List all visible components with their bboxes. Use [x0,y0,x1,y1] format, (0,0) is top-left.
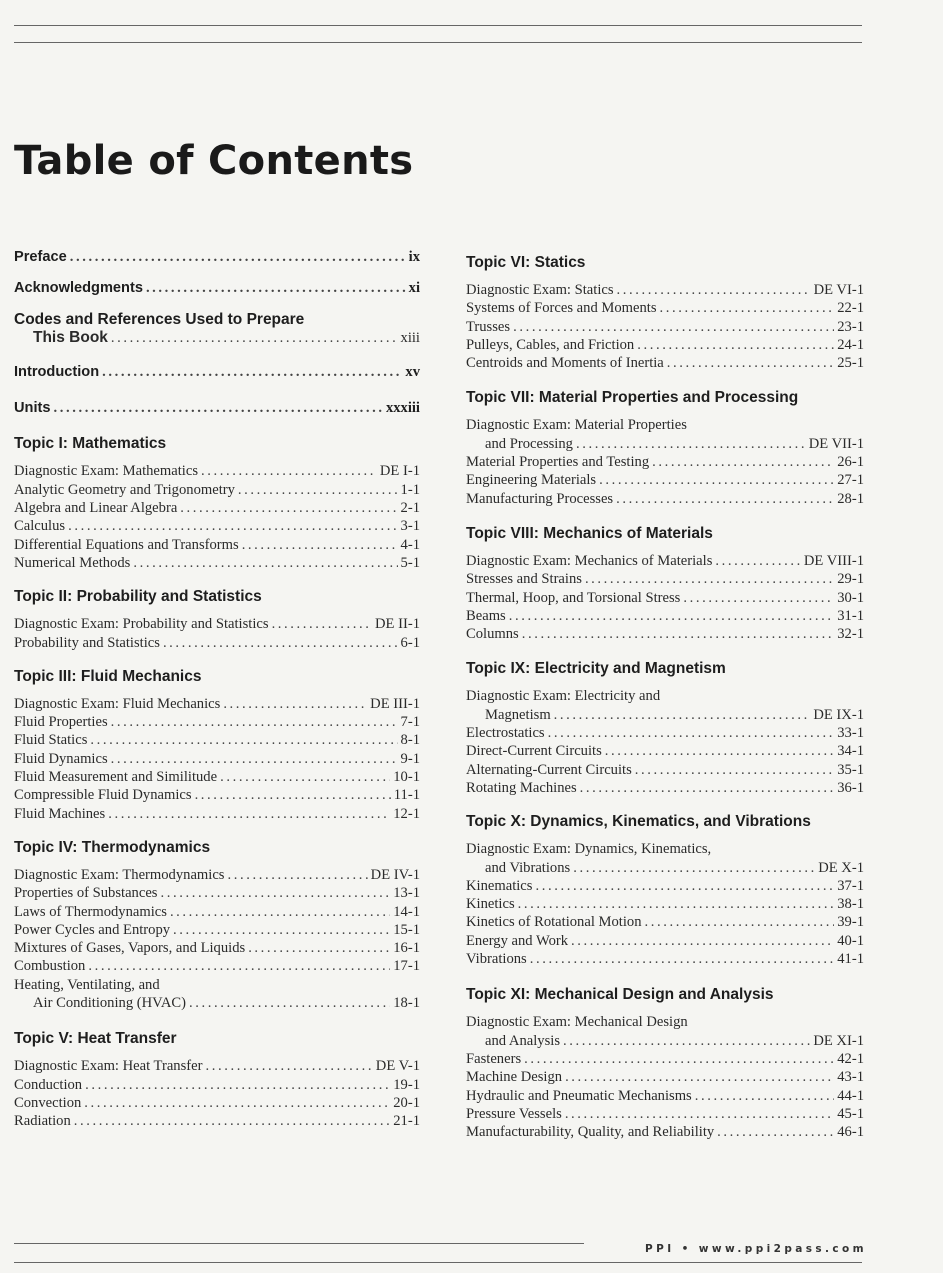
toc-entry-page: 24-1 [837,336,864,353]
toc-entry[interactable] [14,805,420,823]
toc-entry-page: 5-1 [400,554,420,571]
toc-entry-title: and Vibrations [485,859,571,876]
toc-entry[interactable] [14,695,420,713]
toc-topic-section [14,668,420,823]
toc-entry[interactable] [14,903,420,921]
toc-leader-dots [227,866,367,884]
toc-entry[interactable] [466,1087,864,1105]
toc-left-column [14,248,420,1131]
toc-topic-heading[interactable]: Topic V: Heat Transfer [14,1030,177,1048]
toc-entry[interactable] [466,490,864,508]
toc-entry[interactable] [466,471,864,489]
toc-leader-dots [695,1087,834,1105]
toc-entry[interactable] [14,731,420,749]
toc-entry-title: Numerical Methods [14,554,131,571]
toc-entry-title: Compressible Fluid Dynamics [14,787,192,804]
toc-left-topics [14,435,420,1130]
toc-leader-dots [173,921,390,939]
toc-entry-page: DE IV-1 [370,866,420,883]
toc-entry-title: Manufacturability, Quality, and Reliability [466,1124,715,1141]
toc-front-title-line1: Codes and References Used to Prepare [14,310,305,328]
toc-entry-page: 6-1 [400,634,420,651]
toc-leader-dots [717,1123,834,1141]
toc-leader-dots [111,750,398,768]
toc-entry-title: Diagnostic Exam: Mathematics [14,463,198,480]
toc-front-title-line2: This Book [33,328,108,346]
toc-entry-page: 44-1 [837,1087,864,1104]
toc-entry-title: Fasteners [466,1050,522,1067]
toc-entry-page: 20-1 [393,1094,420,1111]
toc-leader-dots [180,499,397,517]
toc-leader-dots [585,570,834,588]
toc-front-acknowledgments[interactable] [14,279,420,297]
toc-topic-heading[interactable]: Topic VII: Material Properties and Processing [466,389,799,407]
toc-leader-dots [637,336,834,354]
toc-entry-title: Convection [14,1094,82,1111]
toc-leader-dots [580,779,835,797]
toc-topic-heading[interactable]: Topic XI: Mechanical Design and Analysis [466,986,774,1004]
toc-entry-title: Direct-Current Circuits [466,743,602,760]
toc-entry[interactable] [14,1094,420,1112]
toc-leader-dots [565,1105,834,1123]
toc-leader-dots [652,453,834,471]
top-rule-1 [14,25,862,26]
toc-topic-section [14,839,420,1012]
toc-entry-page: 42-1 [837,1050,864,1067]
toc-leader-dots [220,768,390,786]
toc-leader-dots [576,435,806,453]
toc-entry-title: Fluid Statics [14,732,88,749]
toc-entry[interactable] [466,625,864,643]
toc-entry-title: Rotating Machines [466,779,577,796]
toc-topic-heading[interactable]: Topic X: Dynamics, Kinematics, and Vibrations [466,813,811,831]
toc-leader-dots [554,706,811,724]
toc-leader-dots [102,363,402,381]
toc-entry-page: 2-1 [400,500,420,517]
toc-right-column [466,254,864,1141]
toc-entry-page: 11-1 [393,787,420,804]
toc-front-preface[interactable] [14,248,420,266]
toc-leader-dots [599,471,834,489]
toc-topic-heading[interactable]: Topic IV: Thermodynamics [14,838,211,856]
toc-entry-title: Kinematics [466,877,533,894]
toc-entry-title: Hydraulic and Pneumatic Mechanisms [466,1087,692,1104]
toc-entry-title: Properties of Substances [14,885,158,902]
toc-front-title: Preface [14,249,67,265]
toc-entry[interactable] [466,1032,864,1050]
toc-entry-page: 46-1 [837,1124,864,1141]
toc-entry-title: Diagnostic Exam: Fluid Mechanics [14,695,221,712]
toc-entry-title-line1[interactable]: Diagnostic Exam: Mechanical Design [466,1014,688,1031]
toc-entry-title: Columns [466,626,519,643]
toc-entry-page: 32-1 [837,626,864,643]
toc-entry[interactable] [466,932,864,950]
toc-entry[interactable] [466,1050,864,1068]
toc-entry-page: 38-1 [837,896,864,913]
toc-entry[interactable] [466,336,864,354]
toc-entry-title: Pulleys, Cables, and Friction [466,336,635,353]
toc-entry-page: DE VII-1 [808,435,864,452]
toc-entry-page: 17-1 [393,958,420,975]
toc-leader-dots [248,939,390,957]
toc-leader-dots [53,399,382,417]
toc-entry[interactable] [466,299,864,317]
toc-entry-page: DE III-1 [370,695,420,712]
toc-leader-dots [111,713,398,731]
toc-entry-title: Beams [466,607,506,624]
toc-entry[interactable] [14,499,420,517]
toc-front-title: Units [14,400,51,417]
toc-entry[interactable] [14,1057,420,1075]
toc-entry[interactable] [14,921,420,939]
toc-entry-title-line1[interactable]: Diagnostic Exam: Material Properties [466,417,687,434]
toc-entry-page: 26-1 [837,454,864,471]
toc-entry-page: 15-1 [393,921,420,938]
toc-entry-page: 1-1 [400,481,420,498]
toc-entry-page: 7-1 [400,714,420,731]
toc-leader-dots [530,950,835,968]
bottom-rule-1 [14,1243,584,1244]
toc-entry-title: Kinetics of Rotational Motion [466,914,642,931]
toc-front-page: xxxiii [385,400,420,417]
footer-url[interactable]: PPI • www.ppi2pass.com [645,1243,867,1255]
toc-entry-title: Kinetics [466,896,515,913]
toc-entry-title: Calculus [14,518,66,535]
page-title: Table of Contents [14,138,414,184]
toc-entry-page: 28-1 [837,490,864,507]
toc-entry-page: DE VIII-1 [803,552,864,569]
toc-topic-heading[interactable]: Topic IX: Electricity and Magnetism [466,660,726,678]
toc-entry[interactable] [466,589,864,607]
toc-leader-dots [85,1076,390,1094]
toc-entry-page: 30-1 [837,589,864,606]
toc-entry[interactable] [14,866,420,884]
toc-entry[interactable] [14,462,420,480]
toc-entry-title: Diagnostic Exam: Thermodynamics [14,866,225,883]
toc-leader-dots [242,536,398,554]
toc-front-page: xiii [400,329,420,346]
toc-entry-page: 40-1 [837,932,864,949]
toc-front-title-line2-row [14,329,420,347]
toc-entry[interactable] [466,453,864,471]
toc-entry[interactable] [14,517,420,535]
toc-topic-section [466,660,864,797]
toc-entry-page: DE IX-1 [813,706,864,723]
toc-entry-page: 27-1 [837,472,864,489]
toc-entry[interactable] [466,724,864,742]
toc-leader-dots [68,517,397,535]
toc-topic-heading[interactable]: Topic II: Probability and Statistics [14,588,262,606]
toc-leader-dots [238,481,398,499]
toc-entry-page: DE II-1 [375,616,420,633]
toc-entry-page: 34-1 [837,743,864,760]
toc-entry-page: 39-1 [837,914,864,931]
toc-leader-dots [133,554,397,572]
toc-entry-title: Systems of Forces and Moments [466,300,657,317]
toc-leader-dots [90,731,397,749]
toc-entry-page: 16-1 [393,940,420,957]
toc-leader-dots [70,248,406,266]
toc-entry[interactable] [14,768,420,786]
toc-leader-dots [201,462,377,480]
toc-front-units[interactable] [14,399,420,417]
toc-entry[interactable] [14,536,420,554]
toc-entry-page: 37-1 [837,877,864,894]
toc-leader-dots [573,859,815,877]
toc-entry-title: Laws of Thermodynamics [14,903,167,920]
toc-leader-dots [535,877,834,895]
toc-entry-title: Energy and Work [466,932,569,949]
toc-leader-dots [617,281,811,299]
toc-entry[interactable] [14,786,420,804]
toc-entry-title: Pressure Vessels [466,1105,562,1122]
toc-entry-page: 43-1 [837,1069,864,1086]
toc-entry-page: 33-1 [837,725,864,742]
toc-entry-page: 35-1 [837,761,864,778]
toc-topic-heading[interactable]: Topic VI: Statics [466,254,586,271]
toc-entry-title: Diagnostic Exam: Heat Transfer [14,1058,203,1075]
toc-entry-page: DE XI-1 [813,1032,864,1049]
toc-entry-title: Power Cycles and Entropy [14,921,171,938]
toc-entry-page: 13-1 [393,885,420,902]
toc-entry-page: 45-1 [837,1105,864,1122]
toc-entry[interactable] [14,884,420,902]
toc-topic-section [466,813,864,968]
toc-entry-title: Air Conditioning (HVAC) [33,995,186,1012]
toc-front-page: ix [408,249,420,265]
toc-entry-title: Probability and Statistics [14,634,160,651]
toc-entry-page: 31-1 [837,607,864,624]
toc-front-introduction[interactable] [14,363,420,381]
toc-entry-page: 3-1 [400,518,420,535]
toc-entry-title: Machine Design [466,1069,563,1086]
toc-entry[interactable] [466,761,864,779]
toc-leader-dots [518,895,835,913]
toc-entry[interactable] [14,554,420,572]
toc-leader-dots [667,354,834,372]
toc-entry-title: Electrostatics [466,725,545,742]
toc-leader-dots [509,607,835,625]
bottom-rule-2 [14,1262,862,1263]
toc-entry-page: DE V-1 [375,1058,420,1075]
toc-leader-dots [683,589,834,607]
toc-leader-dots [84,1094,390,1112]
toc-entry-page: 25-1 [837,355,864,372]
toc-leader-dots [223,695,367,713]
toc-entry[interactable] [466,570,864,588]
toc-entry-title: Differential Equations and Transforms [14,536,239,553]
toc-entry-page: 4-1 [400,536,420,553]
toc-entry[interactable] [466,706,864,724]
toc-leader-dots [715,552,800,570]
toc-leader-dots [565,1068,834,1086]
toc-front-page: xi [408,280,420,297]
toc-entry[interactable] [466,354,864,372]
toc-entry-title: Engineering Materials [466,472,597,489]
toc-leader-dots [605,742,834,760]
toc-entry[interactable] [466,1105,864,1123]
toc-leader-dots [524,1050,834,1068]
toc-entry-page: 21-1 [393,1113,420,1130]
toc-entry[interactable] [466,435,864,453]
toc-entry-title: Trusses [466,318,511,335]
top-rule-2 [14,42,862,43]
toc-leader-dots [189,994,390,1012]
toc-topic-section [466,254,864,372]
toc-entry-title: Thermal, Hoop, and Torsional Stress [466,589,681,606]
toc-entry-page: 23-1 [837,318,864,335]
toc-topic-section [466,525,864,643]
toc-entry[interactable] [14,481,420,499]
toc-entry[interactable] [466,913,864,931]
toc-entry-page: 36-1 [837,779,864,796]
toc-leader-dots [563,1032,810,1050]
toc-entry[interactable] [466,742,864,760]
toc-entry-title-line1[interactable]: Heating, Ventilating, and [14,976,160,993]
toc-entry-page: DE X-1 [818,859,864,876]
toc-entry-page: 19-1 [393,1076,420,1093]
toc-entry-title: Analytic Geometry and Trigonometry [14,481,235,498]
toc-leader-dots [163,634,398,652]
toc-front-title: Acknowledgments [14,280,143,297]
toc-leader-dots [616,490,834,508]
toc-right-topics [466,254,864,1141]
toc-entry-title: Algebra and Linear Algebra [14,500,178,517]
toc-entry-page: 22-1 [837,300,864,317]
toc-leader-dots [660,299,835,317]
toc-leader-dots [548,724,835,742]
toc-leader-dots [160,884,390,902]
toc-entry-title: Radiation [14,1113,71,1130]
toc-entry[interactable] [466,950,864,968]
toc-entry[interactable] [14,957,420,975]
toc-leader-dots [88,957,390,975]
toc-entry-title: Conduction [14,1076,83,1093]
toc-leader-dots [522,625,835,643]
toc-topic-section [14,435,420,572]
toc-topic-heading[interactable]: Topic VIII: Mechanics of Materials [466,524,713,542]
toc-topic-section [466,986,864,1141]
toc-entry[interactable] [14,713,420,731]
toc-entry[interactable] [466,552,864,570]
toc-topic-heading[interactable]: Topic III: Fluid Mechanics [14,667,202,685]
toc-entry-title: Manufacturing Processes [466,490,614,507]
toc-entry-title: Stresses and Strains [466,571,582,588]
toc-topic-section [466,389,864,507]
toc-entry-title: Diagnostic Exam: Statics [466,282,614,298]
toc-leader-dots [146,279,406,297]
toc-leader-dots [170,903,390,921]
toc-entry-page: 12-1 [393,805,420,822]
toc-entry-page: DE VI-1 [813,282,864,298]
toc-entry-title: Fluid Dynamics [14,750,108,767]
toc-entry[interactable] [14,634,420,652]
toc-entry-title: Vibrations [466,951,527,968]
toc-entry-page: 10-1 [393,769,420,786]
toc-entry-title: Diagnostic Exam: Mechanics of Materials [466,552,713,569]
toc-leader-dots [272,615,372,633]
toc-entry-title: Fluid Machines [14,805,106,822]
toc-leader-dots [571,932,834,950]
toc-entry-title: Mixtures of Gases, Vapors, and Liquids [14,940,246,957]
toc-entry-title: Alternating-Current Circuits [466,761,632,778]
toc-leader-dots [645,913,835,931]
toc-leader-dots [74,1112,390,1130]
toc-entry[interactable] [14,939,420,957]
toc-entry-page: DE I-1 [379,463,420,480]
toc-entry[interactable] [466,779,864,797]
toc-entry[interactable] [14,1076,420,1094]
toc-front-codes[interactable] [14,311,420,347]
toc-entry-title-line1[interactable]: Diagnostic Exam: Electricity and [466,688,661,705]
toc-entry[interactable] [466,859,864,877]
toc-entry-title: Material Properties and Testing [466,454,650,471]
toc-entry-title: Fluid Measurement and Similitude [14,769,218,786]
toc-entry-title: and Processing [485,435,573,452]
toc-entry-page: 9-1 [400,750,420,767]
toc-leader-dots [111,329,398,347]
toc-entry[interactable] [466,318,864,336]
toc-entry-title: Combustion [14,958,86,975]
toc-entry[interactable] [466,1068,864,1086]
toc-front-title: Introduction [14,363,100,380]
toc-entry[interactable] [466,1123,864,1141]
toc-entry-title: Centroids and Moments of Inertia [466,355,664,372]
toc-leader-dots [513,318,834,336]
toc-entry-title-line1[interactable]: Diagnostic Exam: Dynamics, Kinematics, [466,841,712,858]
toc-leader-dots [635,761,834,779]
toc-entry[interactable] [14,750,420,768]
toc-leader-dots [205,1057,372,1075]
toc-entry-title: Fluid Properties [14,714,108,731]
toc-entry-title: Magnetism [485,706,551,723]
toc-entry-page: 14-1 [393,903,420,920]
toc-entry-page: 41-1 [837,951,864,968]
toc-topic-heading[interactable]: Topic I: Mathematics [14,435,167,453]
toc-topic-section [14,588,420,652]
toc-entry-page: 29-1 [837,571,864,588]
toc-leader-dots [195,786,391,804]
toc-entry[interactable] [14,994,420,1012]
toc-entry[interactable] [466,895,864,913]
toc-entry-title: Diagnostic Exam: Probability and Statistics [14,616,269,633]
toc-entry-page: 18-1 [393,995,420,1012]
toc-entry[interactable] [14,615,420,633]
toc-front-page: xv [405,363,420,380]
toc-entry-page: 8-1 [400,732,420,749]
toc-entry[interactable] [14,1112,420,1130]
toc-entry[interactable] [466,877,864,895]
toc-topic-section [14,1030,420,1130]
toc-entry[interactable] [466,281,864,299]
toc-entry[interactable] [466,607,864,625]
toc-entry-title: and Analysis [485,1032,560,1049]
toc-leader-dots [108,805,390,823]
